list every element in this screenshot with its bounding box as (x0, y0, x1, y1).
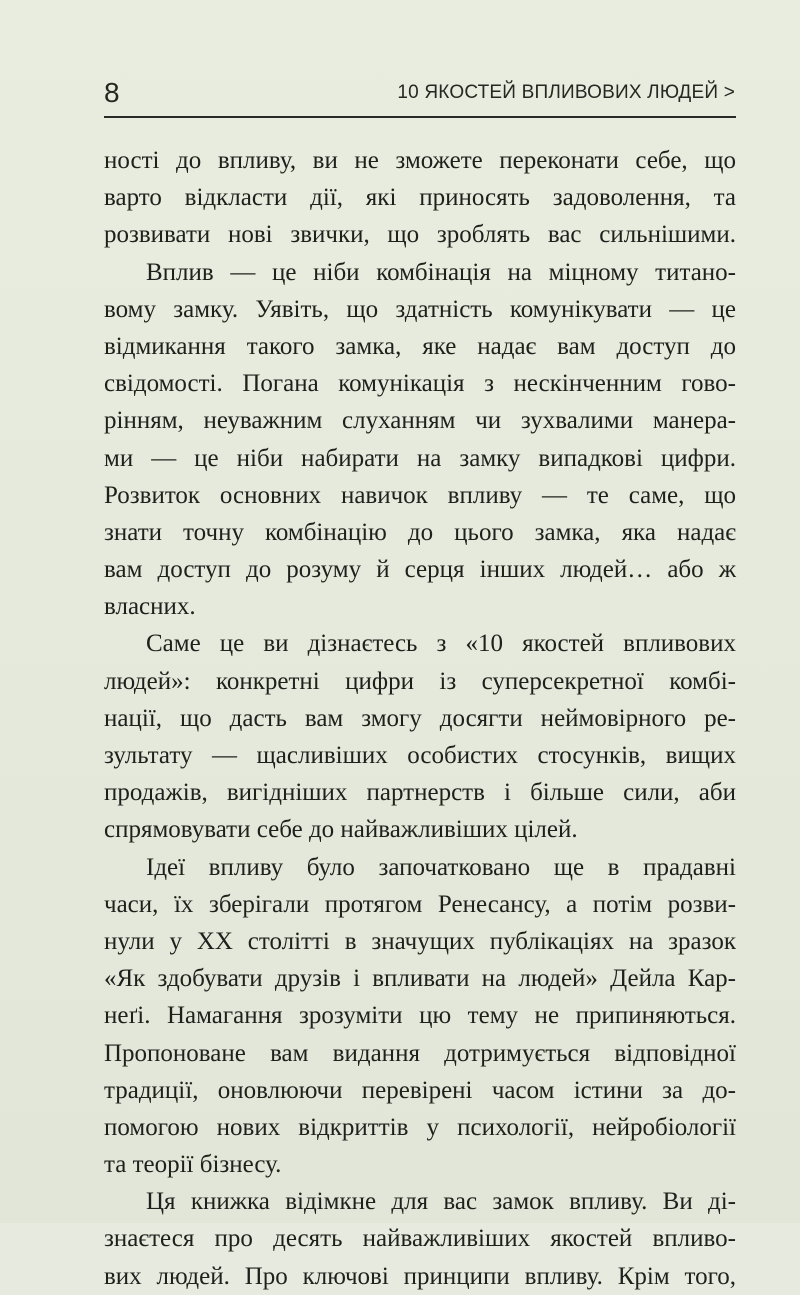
text-line: вому замку. Уявіть, що здатність комунікувати — це (104, 295, 736, 323)
text-line: спрямовувати себе до найважливіших цілей. (104, 816, 578, 844)
text-line: неґі. Намагання зрозуміти цю тему не припиняються. (104, 1002, 736, 1030)
text-line: «Як здобувати друзів і впливати на людей» Дейла Кар- (104, 965, 736, 993)
text-line: власних. (104, 593, 196, 621)
text-line: знати точну комбінацію до цього замка, яка надає (104, 518, 736, 546)
text-line: Ідеї впливу було започатковано ще в прадавні (146, 853, 736, 881)
text-line: Вплив — це ніби комбінація на міцному титано- (146, 258, 736, 286)
text-line: та теорії бізнесу. (104, 1151, 282, 1179)
text-line: часи, їх зберігали протягом Ренесансу, а потім розви- (104, 890, 736, 918)
text-line: Розвиток основних навичок впливу — те саме, що (104, 481, 736, 509)
page-number: 8 (104, 77, 120, 108)
text-line: нації, що дасть вам змогу досягти неймовірного ре- (104, 704, 736, 732)
text-line: ми — це ніби набирати на замку випадкові цифри. (104, 444, 736, 472)
text-line: традиції, оновлюючи перевірені часом істини за до- (104, 1076, 736, 1104)
text-line: помогою нових відкриттів у психології, нейробіології (104, 1113, 736, 1141)
text-line: вам доступ до розуму й серця інших людей… або ж (104, 556, 736, 584)
text-line: варто відкласти дії, які приносять задоволення, та (104, 184, 736, 212)
text-line: вих людей. Про ключові принципи впливу. Крім того, (104, 1262, 736, 1290)
text-line: зультату — щасливіших особистих стосунків, вищих (104, 742, 736, 769)
text-line: ності до впливу, ви не зможете переконати себе, що (104, 147, 736, 174)
text-line: нули у XX столітті в значущих публікаціях на зразок (104, 927, 736, 955)
text-line: продажів, вигідніших партнерств і більше сили, аби (104, 779, 736, 807)
text-line: знаєтеся про десять найважливіших якостей впливо- (104, 1225, 736, 1253)
text-line: розвивати нові звички, що зроблять вас сильнішими. (104, 221, 736, 249)
text-line: Ця книжка відімкне для вас замок впливу. Ви ді- (146, 1188, 736, 1216)
text-line: Пропоноване вам видання дотримується відповідної (104, 1039, 736, 1067)
text-line: Саме це ви дізнаєтесь з «10 якостей впливових (146, 630, 736, 658)
header-rule (104, 116, 736, 118)
text-line: відмикання такого замка, яке надає вам доступ до (104, 332, 736, 360)
body-text (104, 142, 736, 1295)
page-header (104, 76, 735, 110)
text-line: людей»: конкретні цифри із суперсекретної комбі- (104, 667, 736, 695)
text-line: рінням, неуважним слуханням чи зухвалими манера- (104, 407, 736, 435)
text-line: свідомості. Погана комунікація з нескінченним гово- (104, 370, 736, 398)
running-title: 10 ЯКОСТЕЙ ВПЛИВОВИХ ЛЮДЕЙ > (397, 82, 735, 103)
